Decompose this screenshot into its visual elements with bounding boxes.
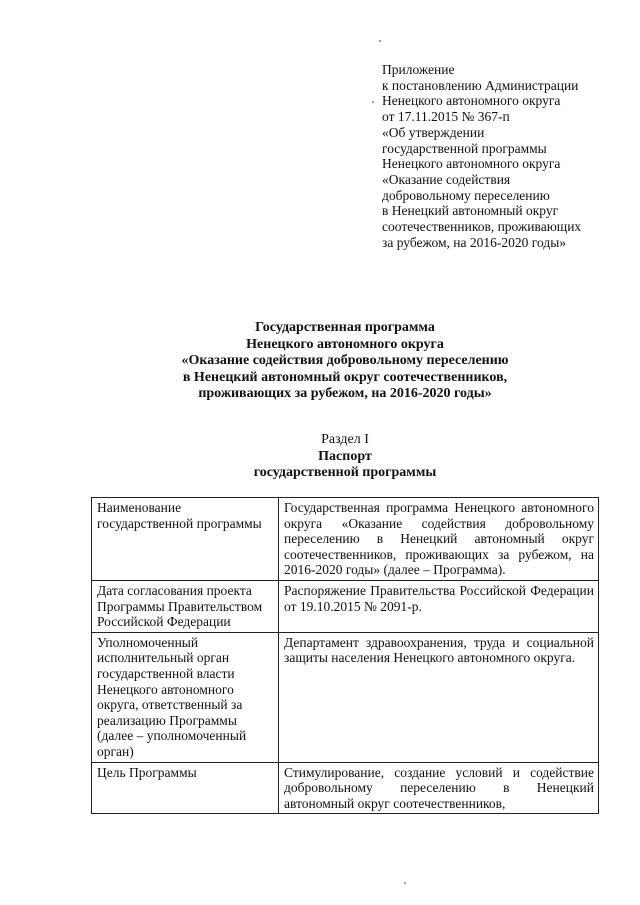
program-title-line: в Ненецкий автономный округ соотечественников, xyxy=(182,369,508,385)
scan-speck xyxy=(372,101,374,103)
program-title-line: Ненецкого автономного округа xyxy=(246,336,444,352)
section-heading xyxy=(100,432,590,482)
appendix-line: государственной программы xyxy=(382,140,547,156)
appendix-line: от 17.11.2015 № 367-п xyxy=(382,109,510,125)
row-value: Государственная программа Ненецкого автономного округа «Оказание содействия добровольному переселению в Ненецкий автономный округ соотечественников, проживающих за рубежом, на 2016-2020 годы» (далее – Программа). xyxy=(279,498,599,581)
table-row xyxy=(92,580,599,632)
program-title-line: Государственная программа xyxy=(255,320,435,335)
appendix-line: Приложение xyxy=(382,62,455,77)
passport-table xyxy=(91,497,599,814)
table-row xyxy=(92,762,599,814)
row-label: Наименование государственной программы xyxy=(92,498,279,581)
appendix-header xyxy=(382,62,632,250)
row-value: Стимулирование, создание условий и содействие добровольному переселению в Ненецкий автономный округ соотечественников, xyxy=(279,762,599,814)
appendix-line: в Ненецкий автономный округ xyxy=(382,203,559,219)
scan-speck xyxy=(379,40,381,42)
appendix-line: Ненецкого автономного округа xyxy=(382,93,561,109)
table-row xyxy=(92,632,599,762)
section-number: Раздел I xyxy=(321,432,369,447)
program-title xyxy=(100,320,590,403)
row-label: Уполномоченный исполнительный орган государственной власти Ненецкого автономного округа, ответственный за реализацию Программы (далее – уполномоченный орган) xyxy=(92,632,279,762)
scan-speck xyxy=(404,882,406,884)
appendix-line: добровольному переселению xyxy=(382,187,550,203)
program-title-line: «Оказание содействия добровольному переселению xyxy=(181,353,509,368)
table-row xyxy=(92,498,599,581)
appendix-line: Ненецкого автономного округа xyxy=(382,156,561,172)
appendix-line: соотечественников, проживающих xyxy=(382,219,582,235)
row-value: Распоряжение Правительства Российской Федерации от 19.10.2015 № 2091-р. xyxy=(279,580,599,632)
program-title-line: проживающих за рубежом, на 2016-2020 годы» xyxy=(198,386,492,401)
appendix-line: «Об утверждении xyxy=(382,124,485,140)
appendix-line: за рубежом, на 2016-2020 годы» xyxy=(382,234,567,250)
section-subtitle: государственной программы xyxy=(253,465,437,480)
section-title: Паспорт xyxy=(318,448,372,464)
appendix-line: «Оказание содействия xyxy=(382,171,511,187)
row-label: Цель Программы xyxy=(92,762,279,814)
row-value: Департамент здравоохранения, труда и социальной защиты населения Ненецкого автономного округа. xyxy=(279,632,599,762)
appendix-line: к постановлению Администрации xyxy=(382,77,579,93)
row-label: Дата согласования проекта Программы Правительством Российской Федерации xyxy=(92,580,279,632)
